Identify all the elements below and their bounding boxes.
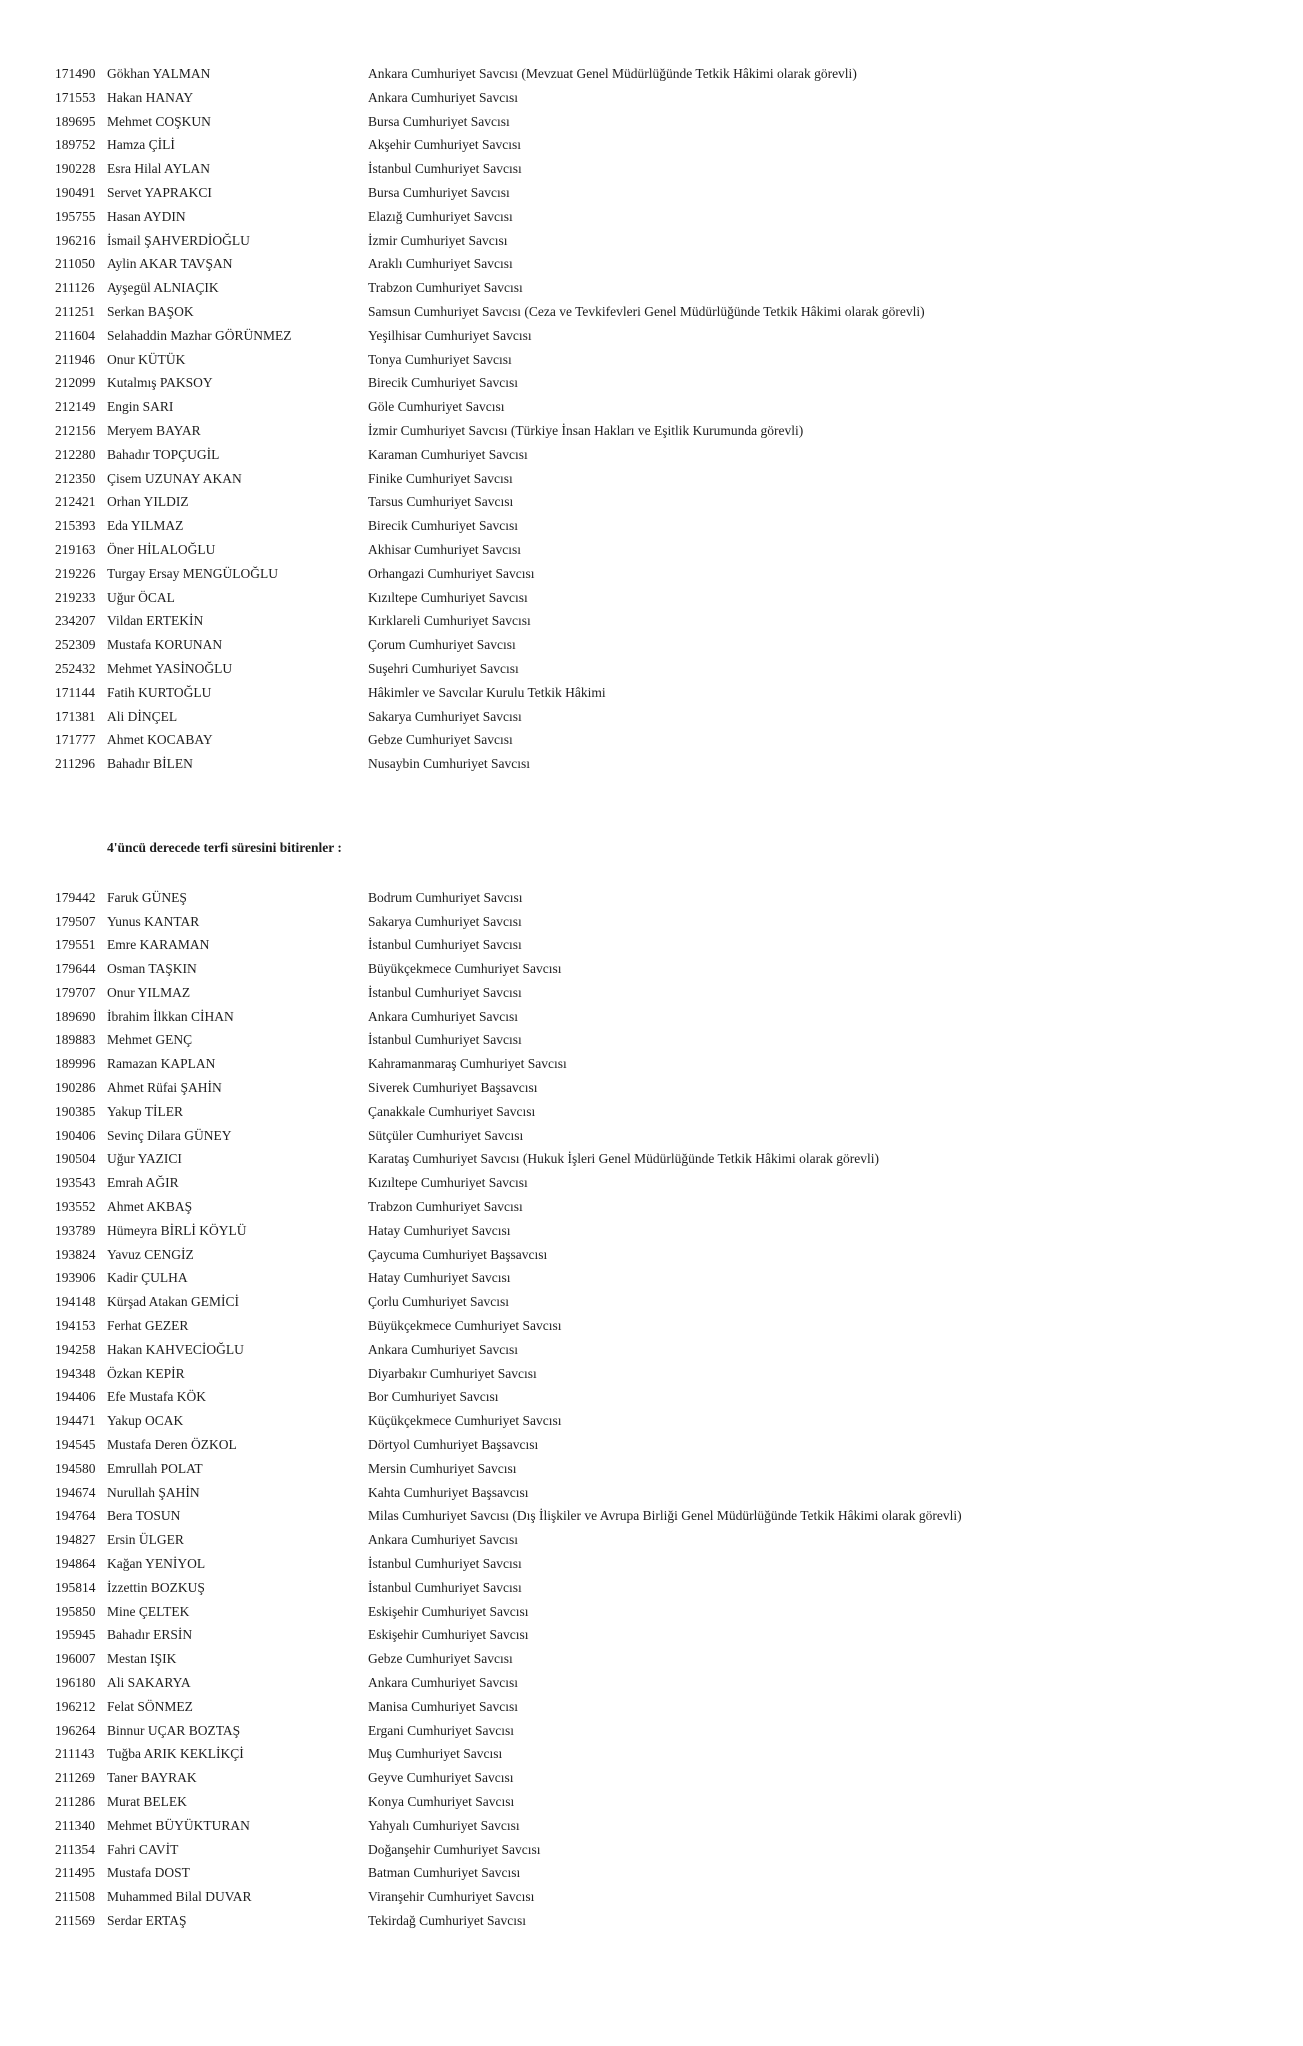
registry-number: 219163 [55, 541, 96, 557]
person-name: Orhan YILDIZ [107, 494, 189, 510]
table-row [55, 1695, 1273, 1719]
table-row [55, 1742, 1273, 1766]
registry-number: 190504 [55, 1151, 96, 1167]
table-row [55, 1290, 1273, 1314]
table-row [55, 1600, 1273, 1624]
position-title: Ankara Cumhuriyet Savcısı (Mevzuat Genel Müdürlüğünde Tetkik Hâkimi olarak görevli) [368, 66, 857, 81]
registry-number: 193906 [55, 1270, 96, 1286]
registry-number: 212156 [55, 422, 96, 438]
person-name: Tuğba ARIK KEKLİKÇİ [107, 1746, 244, 1762]
table-row [55, 1790, 1273, 1814]
person-name: Mehmet GENÇ [107, 1032, 193, 1048]
registry-number: 211354 [55, 1841, 95, 1857]
person-name: Yunus KANTAR [107, 913, 200, 929]
registry-number: 211296 [55, 756, 95, 772]
position-title: Manisa Cumhuriyet Savcısı [368, 1698, 518, 1714]
registry-number: 194580 [55, 1460, 96, 1476]
person-name: Turgay Ersay MENGÜLOĞLU [107, 565, 278, 581]
table-row [55, 981, 1273, 1005]
table-row [55, 910, 1273, 934]
registry-number: 171490 [55, 66, 96, 81]
person-name: Bahadır ERSİN [107, 1627, 193, 1643]
registry-number: 190385 [55, 1103, 96, 1119]
table-row [55, 586, 1273, 610]
position-title: Ankara Cumhuriyet Savcısı [368, 1532, 518, 1548]
person-name: Hakan KAHVECİOĞLU [107, 1341, 244, 1357]
person-name: Selahaddin Mazhar GÖRÜNMEZ [107, 327, 292, 343]
registry-number: 189996 [55, 1056, 96, 1072]
registry-number: 179507 [55, 913, 96, 929]
table-row [55, 1457, 1273, 1481]
person-name: Muhammed Bilal DUVAR [107, 1889, 252, 1905]
registry-number: 212350 [55, 470, 96, 486]
registry-number: 196216 [55, 232, 96, 248]
position-title: Çorum Cumhuriyet Savcısı [368, 637, 516, 653]
table-row [55, 1623, 1273, 1647]
person-name: Mustafa Deren ÖZKOL [107, 1437, 237, 1453]
table-row [55, 886, 1273, 910]
person-name: Nurullah ŞAHİN [107, 1484, 200, 1500]
person-name: Onur KÜTÜK [107, 351, 186, 367]
position-title: İstanbul Cumhuriyet Savcısı [368, 937, 522, 953]
person-name: Osman TAŞKIN [107, 961, 197, 977]
table-row [55, 276, 1273, 300]
position-title: Bursa Cumhuriyet Savcısı [368, 113, 510, 129]
position-title: Çaycuma Cumhuriyet Başsavcısı [368, 1246, 548, 1262]
registry-number: 212280 [55, 446, 96, 462]
registry-number: 194406 [55, 1389, 96, 1405]
table-row [55, 1647, 1273, 1671]
person-name: Mestan IŞIK [107, 1651, 177, 1667]
table-row [55, 467, 1273, 491]
position-title: Ankara Cumhuriyet Savcısı [368, 1008, 518, 1024]
position-title: Hatay Cumhuriyet Savcısı [368, 1222, 511, 1238]
position-title: Muş Cumhuriyet Savcısı [368, 1746, 503, 1762]
position-title: Geyve Cumhuriyet Savcısı [368, 1770, 514, 1786]
person-name: Felat SÖNMEZ [107, 1698, 193, 1714]
position-title: İzmir Cumhuriyet Savcısı [368, 232, 508, 248]
position-title: Batman Cumhuriyet Savcısı [368, 1865, 521, 1881]
table-row [55, 1766, 1273, 1790]
registry-number: 189690 [55, 1008, 96, 1024]
registry-number: 196264 [55, 1722, 96, 1738]
registry-number: 211126 [55, 280, 95, 296]
position-title: Kahta Cumhuriyet Başsavcısı [368, 1484, 529, 1500]
table-row [55, 1885, 1273, 1909]
person-name: Emrullah POLAT [107, 1460, 203, 1476]
table-row [55, 1314, 1273, 1338]
registry-number: 215393 [55, 518, 96, 534]
position-title: Eskişehir Cumhuriyet Savcısı [368, 1603, 529, 1619]
table-row [55, 371, 1273, 395]
person-name: Uğur ÖCAL [107, 589, 175, 605]
table-row [55, 1861, 1273, 1885]
registry-number: 194674 [55, 1484, 96, 1500]
registry-number: 194864 [55, 1556, 96, 1572]
table-row [55, 1433, 1273, 1457]
registry-number: 179551 [55, 937, 96, 953]
position-title: Kızıltepe Cumhuriyet Savcısı [368, 589, 528, 605]
table-row [55, 205, 1273, 229]
table-row [55, 1243, 1273, 1267]
table-row [55, 419, 1273, 443]
position-title: Yeşilhisar Cumhuriyet Savcısı [368, 327, 532, 343]
position-title: Hâkimler ve Savcılar Kurulu Tetkik Hâkimi [368, 684, 606, 700]
person-name: Kürşad Atakan GEMİCİ [107, 1294, 239, 1310]
section-heading: 4'üncü derecede terfi süresini bitirenler : [107, 839, 342, 855]
person-name: Gökhan YALMAN [107, 66, 211, 81]
position-title: Doğanşehir Cumhuriyet Savcısı [368, 1841, 541, 1857]
registry-number: 171553 [55, 89, 96, 105]
person-name: Fahri CAVİT [107, 1841, 179, 1857]
position-title: Araklı Cumhuriyet Savcısı [368, 256, 513, 272]
position-title: Küçükçekmece Cumhuriyet Savcısı [368, 1413, 562, 1429]
person-name: Faruk GÜNEŞ [107, 889, 187, 905]
position-title: Bor Cumhuriyet Savcısı [368, 1389, 499, 1405]
registry-number: 212149 [55, 399, 96, 415]
registry-number: 194148 [55, 1294, 96, 1310]
position-title: İzmir Cumhuriyet Savcısı (Türkiye İnsan Hakları ve Eşitlik Kurumunda görevli) [368, 422, 804, 438]
table-row [55, 86, 1273, 110]
table-row [55, 110, 1273, 134]
position-title: Elazığ Cumhuriyet Savcısı [368, 208, 513, 224]
person-name: Mehmet COŞKUN [107, 113, 211, 129]
person-name: Yakup OCAK [107, 1413, 184, 1429]
table-row [55, 133, 1273, 157]
table-row [55, 490, 1273, 514]
person-name: Bahadır TOPÇUGİL [107, 446, 220, 462]
position-title: Gebze Cumhuriyet Savcısı [368, 732, 513, 748]
registry-number: 194764 [55, 1508, 96, 1524]
table-row [55, 1814, 1273, 1838]
position-title: Akhisar Cumhuriyet Savcısı [368, 541, 521, 557]
person-name: Efe Mustafa KÖK [107, 1389, 206, 1405]
person-name: Onur YILMAZ [107, 984, 191, 1000]
table-row [55, 514, 1273, 538]
table-row [55, 1124, 1273, 1148]
person-name: Serdar ERTAŞ [107, 1912, 187, 1928]
table-row [55, 538, 1273, 562]
registry-number: 211269 [55, 1770, 95, 1786]
position-title: Diyarbakır Cumhuriyet Savcısı [368, 1365, 537, 1381]
table-row [55, 300, 1273, 324]
person-name: Ersin ÜLGER [107, 1532, 184, 1548]
person-name: Hamza ÇİLİ [107, 137, 175, 153]
person-name: Servet YAPRAKCI [107, 184, 212, 200]
position-title: Sütçüler Cumhuriyet Savcısı [368, 1127, 524, 1143]
registry-number: 195850 [55, 1603, 96, 1619]
position-title: Trabzon Cumhuriyet Savcısı [368, 1199, 523, 1215]
table-row [55, 1052, 1273, 1076]
table-row [55, 752, 1273, 776]
registry-number: 193789 [55, 1222, 96, 1238]
registry-number: 219226 [55, 565, 96, 581]
person-name: Kağan YENİYOL [107, 1556, 206, 1572]
person-name: Ali DİNÇEL [107, 708, 178, 724]
person-name: Ali SAKARYA [107, 1675, 191, 1690]
table-row [55, 633, 1273, 657]
position-title: Eskişehir Cumhuriyet Savcısı [368, 1627, 529, 1643]
registry-number: 195814 [55, 1579, 96, 1595]
registry-number: 252432 [55, 660, 96, 676]
table-row [55, 1576, 1273, 1600]
table-row [55, 1171, 1273, 1195]
registry-number: 196180 [55, 1675, 96, 1690]
position-title: Siverek Cumhuriyet Başsavcısı [368, 1080, 538, 1096]
table-row [55, 1266, 1273, 1290]
person-name: İbrahim İlkkan CİHAN [107, 1008, 234, 1024]
table-row [55, 1504, 1273, 1528]
registry-number: 179442 [55, 889, 96, 905]
table-row [55, 324, 1273, 348]
table-row [55, 1195, 1273, 1219]
table-row [55, 443, 1273, 467]
person-name: Uğur YAZICI [107, 1151, 182, 1167]
registry-number: 171381 [55, 708, 96, 724]
position-title: Mersin Cumhuriyet Savcısı [368, 1460, 517, 1476]
person-name: Bahadır BİLEN [107, 756, 193, 772]
registry-number: 211251 [55, 303, 95, 319]
registry-number: 211508 [55, 1889, 95, 1905]
table-row [55, 933, 1273, 957]
registry-number: 234207 [55, 613, 96, 629]
registry-number: 190491 [55, 184, 96, 200]
person-name: Vildan ERTEKİN [107, 613, 204, 629]
registry-number: 196007 [55, 1651, 96, 1667]
table-row [55, 705, 1273, 729]
table-row [55, 1219, 1273, 1243]
position-title: Ankara Cumhuriyet Savcısı [368, 89, 518, 105]
table-row [55, 1409, 1273, 1433]
position-title: Kırklareli Cumhuriyet Savcısı [368, 613, 531, 629]
position-title: Tarsus Cumhuriyet Savcısı [368, 494, 514, 510]
position-title: Suşehri Cumhuriyet Savcısı [368, 660, 519, 676]
person-name: Kutalmış PAKSOY [107, 375, 213, 391]
position-title: İstanbul Cumhuriyet Savcısı [368, 161, 522, 177]
registry-number: 193824 [55, 1246, 96, 1262]
registry-number: 193543 [55, 1175, 96, 1191]
person-name: Öner HİLALOĞLU [107, 541, 216, 557]
position-title: Karataş Cumhuriyet Savcısı (Hukuk İşleri Genel Müdürlüğünde Tetkik Hâkimi olarak görevli) [368, 1151, 879, 1167]
position-title: Gebze Cumhuriyet Savcısı [368, 1651, 513, 1667]
registry-number: 194471 [55, 1413, 96, 1429]
table-row [55, 395, 1273, 419]
position-title: Büyükçekmece Cumhuriyet Savcısı [368, 1318, 562, 1334]
position-title: Trabzon Cumhuriyet Savcısı [368, 280, 523, 296]
promotion-list-section-1 [55, 62, 1273, 776]
position-title: Büyükçekmece Cumhuriyet Savcısı [368, 961, 562, 977]
registry-number: 211286 [55, 1793, 95, 1809]
position-title: Tonya Cumhuriyet Savcısı [368, 351, 512, 367]
table-row [55, 1100, 1273, 1124]
registry-number: 195945 [55, 1627, 96, 1643]
person-name: Meryem BAYAR [107, 422, 201, 438]
position-title: Çanakkale Cumhuriyet Savcısı [368, 1103, 536, 1119]
registry-number: 189752 [55, 137, 96, 153]
person-name: Mehmet YASİNOĞLU [107, 660, 233, 676]
table-row [55, 1147, 1273, 1171]
person-name: Mine ÇELTEK [107, 1603, 190, 1619]
position-title: İstanbul Cumhuriyet Savcısı [368, 984, 522, 1000]
table-row [55, 1838, 1273, 1862]
person-name: Sevinç Dilara GÜNEY [107, 1127, 232, 1143]
registry-number: 171144 [55, 684, 95, 700]
position-title: Dörtyol Cumhuriyet Başsavcısı [368, 1437, 539, 1453]
person-name: İsmail ŞAHVERDİOĞLU [107, 232, 250, 248]
table-row [55, 609, 1273, 633]
promotion-list-section-2 [55, 886, 1273, 1933]
person-name: Yakup TİLER [107, 1103, 184, 1119]
registry-number: 190286 [55, 1080, 96, 1096]
table-row [55, 252, 1273, 276]
position-title: Tekirdağ Cumhuriyet Savcısı [368, 1912, 527, 1928]
table-row [55, 1005, 1273, 1029]
person-name: İzzettin BOZKUŞ [107, 1579, 205, 1595]
position-title: Sakarya Cumhuriyet Savcısı [368, 913, 522, 929]
registry-number: 211050 [55, 256, 95, 272]
table-row [55, 229, 1273, 253]
registry-number: 189695 [55, 113, 96, 129]
table-row [55, 181, 1273, 205]
registry-number: 194827 [55, 1532, 96, 1548]
registry-number: 219233 [55, 589, 96, 605]
registry-number: 212421 [55, 494, 96, 510]
registry-number: 212099 [55, 375, 96, 391]
registry-number: 171777 [55, 732, 96, 748]
position-title: Ankara Cumhuriyet Savcısı [368, 1341, 518, 1357]
table-row [55, 657, 1273, 681]
registry-number: 211143 [55, 1746, 95, 1762]
person-name: Ahmet KOCABAY [107, 732, 213, 748]
position-title: Sakarya Cumhuriyet Savcısı [368, 708, 522, 724]
person-name: Eda YILMAZ [107, 518, 184, 534]
person-name: Mustafa KORUNAN [107, 637, 223, 653]
position-title: Birecik Cumhuriyet Savcısı [368, 375, 518, 391]
person-name: Engin SARI [107, 399, 174, 415]
position-title: Akşehir Cumhuriyet Savcısı [368, 137, 521, 153]
person-name: Çisem UZUNAY AKAN [107, 470, 242, 486]
table-row [55, 957, 1273, 981]
table-row [55, 1076, 1273, 1100]
registry-number: 211569 [55, 1912, 95, 1928]
person-name: Mustafa DOST [107, 1865, 190, 1881]
registry-number: 190228 [55, 161, 96, 177]
registry-number: 194348 [55, 1365, 96, 1381]
position-title: İstanbul Cumhuriyet Savcısı [368, 1556, 522, 1572]
table-row [55, 1362, 1273, 1386]
position-title: Samsun Cumhuriyet Savcısı (Ceza ve Tevkifevleri Genel Müdürlüğünde Tetkik Hâkimi olarak görevli) [368, 303, 925, 319]
position-title: Bodrum Cumhuriyet Savcısı [368, 889, 523, 905]
position-title: Hatay Cumhuriyet Savcısı [368, 1270, 511, 1286]
position-title: Viranşehir Cumhuriyet Savcısı [368, 1889, 535, 1905]
position-title: Bursa Cumhuriyet Savcısı [368, 184, 510, 200]
person-name: Yavuz CENGİZ [107, 1246, 194, 1262]
position-title: Milas Cumhuriyet Savcısı (Dış İlişkiler ve Avrupa Birliği Genel Müdürlüğünde Tetkik Hâkimi olarak görevli) [368, 1508, 962, 1524]
registry-number: 196212 [55, 1698, 96, 1714]
position-title: Orhangazi Cumhuriyet Savcısı [368, 565, 535, 581]
registry-number: 194545 [55, 1437, 96, 1453]
person-name: Ferhat GEZER [107, 1318, 189, 1334]
table-row [55, 348, 1273, 372]
position-title: Göle Cumhuriyet Savcısı [368, 399, 505, 415]
person-name: Hakan HANAY [107, 89, 194, 105]
table-row [55, 1909, 1273, 1933]
position-title: Çorlu Cumhuriyet Savcısı [368, 1294, 509, 1310]
person-name: Hasan AYDIN [107, 208, 186, 224]
registry-number: 211495 [55, 1865, 95, 1881]
person-name: Kadir ÇULHA [107, 1270, 188, 1286]
position-title: Konya Cumhuriyet Savcısı [368, 1793, 515, 1809]
registry-number: 194153 [55, 1318, 96, 1334]
table-row [55, 1338, 1273, 1362]
registry-number: 179644 [55, 961, 96, 977]
table-row [55, 1528, 1273, 1552]
table-row [55, 1481, 1273, 1505]
person-name: Aylin AKAR TAVŞAN [107, 256, 233, 272]
person-name: Murat BELEK [107, 1793, 187, 1809]
position-title: Kızıltepe Cumhuriyet Savcısı [368, 1175, 528, 1191]
table-row [55, 1028, 1273, 1052]
registry-number: 211340 [55, 1817, 95, 1833]
registry-number: 211946 [55, 351, 95, 367]
person-name: Bera TOSUN [107, 1508, 181, 1524]
position-title: Birecik Cumhuriyet Savcısı [368, 518, 518, 534]
registry-number: 179707 [55, 984, 96, 1000]
position-title: Yahyalı Cumhuriyet Savcısı [368, 1817, 520, 1833]
position-title: Karaman Cumhuriyet Savcısı [368, 446, 528, 462]
registry-number: 190406 [55, 1127, 96, 1143]
registry-number: 195755 [55, 208, 96, 224]
person-name: Ramazan KAPLAN [107, 1056, 216, 1072]
person-name: Emre KARAMAN [107, 937, 210, 953]
person-name: Ahmet Rüfai ŞAHİN [107, 1080, 222, 1096]
person-name: Binnur UÇAR BOZTAŞ [107, 1722, 241, 1738]
person-name: Ahmet AKBAŞ [107, 1199, 193, 1215]
person-name: Emrah AĞIR [107, 1175, 179, 1191]
position-title: Kahramanmaraş Cumhuriyet Savcısı [368, 1056, 567, 1072]
registry-number: 252309 [55, 637, 96, 653]
table-row [55, 1719, 1273, 1743]
table-row [55, 1385, 1273, 1409]
position-title: Ankara Cumhuriyet Savcısı [368, 1675, 518, 1690]
table-row [55, 1552, 1273, 1576]
table-row [55, 62, 1273, 86]
position-title: İstanbul Cumhuriyet Savcısı [368, 1032, 522, 1048]
person-name: Özkan KEPİR [107, 1365, 185, 1381]
registry-number: 211604 [55, 327, 95, 343]
table-row [55, 157, 1273, 181]
table-row [55, 728, 1273, 752]
position-title: İstanbul Cumhuriyet Savcısı [368, 1579, 522, 1595]
person-name: Fatih KURTOĞLU [107, 684, 212, 700]
position-title: Nusaybin Cumhuriyet Savcısı [368, 756, 530, 772]
person-name: Serkan BAŞOK [107, 303, 194, 319]
table-row [55, 1671, 1273, 1695]
registry-number: 194258 [55, 1341, 96, 1357]
person-name: Taner BAYRAK [107, 1770, 197, 1786]
person-name: Esra Hilal AYLAN [107, 161, 210, 177]
registry-number: 193552 [55, 1199, 96, 1215]
position-title: Ergani Cumhuriyet Savcısı [368, 1722, 514, 1738]
registry-number: 189883 [55, 1032, 96, 1048]
position-title: Finike Cumhuriyet Savcısı [368, 470, 513, 486]
table-row [55, 681, 1273, 705]
person-name: Hümeyra BİRLİ KÖYLÜ [107, 1222, 247, 1238]
person-name: Mehmet BÜYÜKTURAN [107, 1817, 250, 1833]
person-name: Ayşegül ALNIAÇIK [107, 280, 219, 296]
table-row [55, 562, 1273, 586]
